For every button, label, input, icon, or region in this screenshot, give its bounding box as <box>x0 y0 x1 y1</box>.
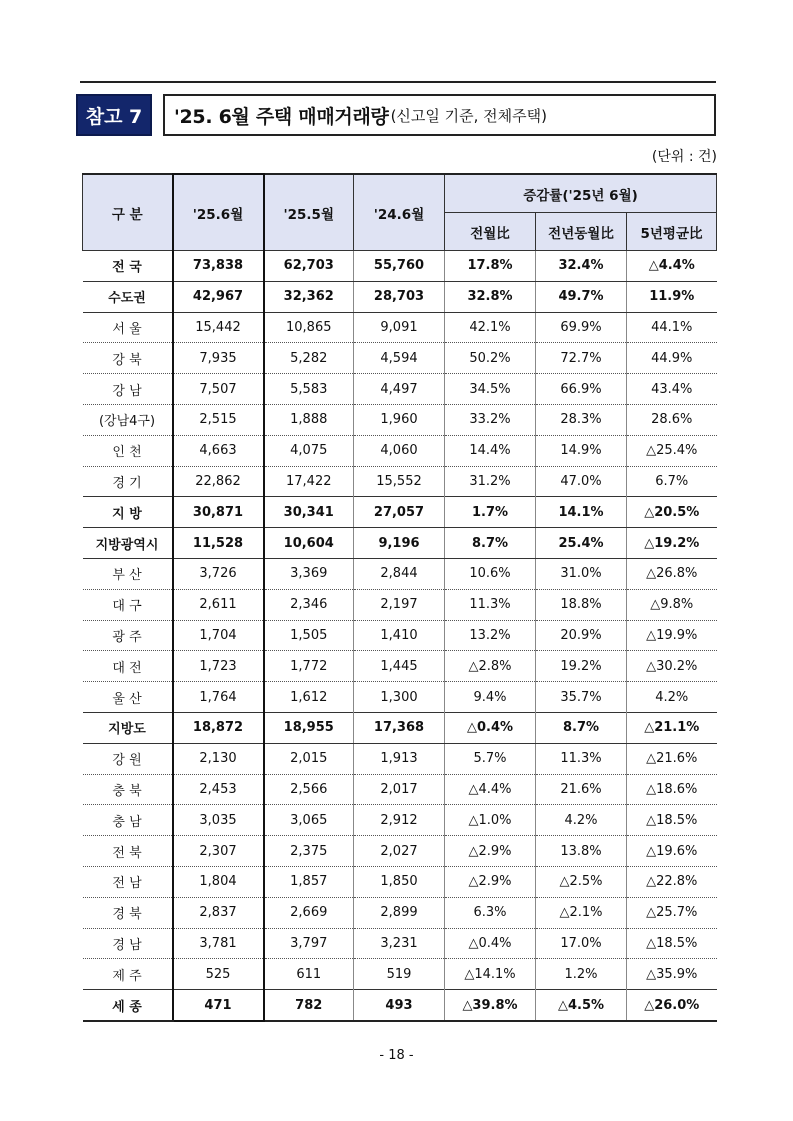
value-2025-06: 1,704 <box>173 620 264 651</box>
table-row <box>83 528 717 559</box>
yoy-rate: 11.3% <box>536 743 627 774</box>
table-row <box>83 466 717 497</box>
avg5-rate: △26.0% <box>627 990 717 1021</box>
region-cell: 대 구 <box>83 589 173 620</box>
avg5-rate: △21.1% <box>627 712 717 743</box>
value-2025-05: 2,346 <box>264 589 354 620</box>
avg5-rate: △19.2% <box>627 528 717 559</box>
region-cell: 지방도 <box>83 712 173 743</box>
value-2025-05: 1,772 <box>264 651 354 682</box>
value-2024-06: 2,197 <box>354 589 445 620</box>
value-2025-06: 2,515 <box>173 404 264 435</box>
mom-rate: 42.1% <box>445 312 536 343</box>
mom-rate: 13.2% <box>445 620 536 651</box>
yoy-rate: 19.2% <box>536 651 627 682</box>
page-number: - 18 - <box>379 1048 414 1063</box>
region-cell: 인 천 <box>83 435 173 466</box>
value-2025-06: 42,967 <box>173 281 264 312</box>
transaction-table <box>82 173 717 1022</box>
value-2025-06: 15,442 <box>173 312 264 343</box>
avg5-rate: 28.6% <box>627 404 717 435</box>
value-2024-06: 519 <box>354 959 445 990</box>
header-2024-06: '24.6월 <box>354 174 445 251</box>
header-yoy: 전년동월比 <box>536 213 627 251</box>
value-2025-05: 3,797 <box>264 928 354 959</box>
yoy-rate: 13.8% <box>536 836 627 867</box>
region-cell: 울 산 <box>83 682 173 713</box>
avg5-rate: △18.5% <box>627 928 717 959</box>
mom-rate: 11.3% <box>445 589 536 620</box>
value-2025-05: 10,604 <box>264 528 354 559</box>
mom-rate: 9.4% <box>445 682 536 713</box>
value-2025-05: 2,015 <box>264 743 354 774</box>
table-row <box>83 435 717 466</box>
yoy-rate: △2.5% <box>536 866 627 897</box>
value-2024-06: 2,912 <box>354 805 445 836</box>
page-title: '25. 6월 주택 매매거래량 <box>174 105 389 128</box>
table-row <box>83 343 717 374</box>
region-cell: 경 기 <box>83 466 173 497</box>
mom-rate: 5.7% <box>445 743 536 774</box>
table-row <box>83 990 717 1021</box>
avg5-rate: △25.7% <box>627 897 717 928</box>
yoy-rate: △4.5% <box>536 990 627 1021</box>
yoy-rate: 14.1% <box>536 497 627 528</box>
yoy-rate: 25.4% <box>536 528 627 559</box>
value-2024-06: 1,410 <box>354 620 445 651</box>
yoy-rate: 32.4% <box>536 251 627 282</box>
value-2024-06: 28,703 <box>354 281 445 312</box>
value-2024-06: 4,594 <box>354 343 445 374</box>
unit-note: (단위 : 건) <box>651 149 717 165</box>
avg5-rate: △4.4% <box>627 251 717 282</box>
region-cell: 제 주 <box>83 959 173 990</box>
value-2024-06: 15,552 <box>354 466 445 497</box>
yoy-rate: 49.7% <box>536 281 627 312</box>
value-2025-06: 11,528 <box>173 528 264 559</box>
value-2024-06: 55,760 <box>354 251 445 282</box>
value-2025-06: 30,871 <box>173 497 264 528</box>
value-2024-06: 1,960 <box>354 404 445 435</box>
mom-rate: △2.8% <box>445 651 536 682</box>
region-cell: 전 국 <box>83 251 173 282</box>
mom-rate: 8.7% <box>445 528 536 559</box>
mom-rate: 32.8% <box>445 281 536 312</box>
mom-rate: 50.2% <box>445 343 536 374</box>
mom-rate: 31.2% <box>445 466 536 497</box>
avg5-rate: △19.6% <box>627 836 717 867</box>
region-cell: 지 방 <box>83 497 173 528</box>
value-2025-05: 3,369 <box>264 558 354 589</box>
region-cell: 충 북 <box>83 774 173 805</box>
value-2025-05: 2,669 <box>264 897 354 928</box>
value-2024-06: 1,445 <box>354 651 445 682</box>
avg5-rate: 4.2% <box>627 682 717 713</box>
avg5-rate: △9.8% <box>627 589 717 620</box>
value-2024-06: 4,060 <box>354 435 445 466</box>
yoy-rate: 21.6% <box>536 774 627 805</box>
value-2025-05: 32,362 <box>264 281 354 312</box>
region-cell: 경 남 <box>83 928 173 959</box>
value-2025-05: 1,888 <box>264 404 354 435</box>
value-2025-06: 1,723 <box>173 651 264 682</box>
value-2025-06: 2,453 <box>173 774 264 805</box>
value-2025-05: 10,865 <box>264 312 354 343</box>
top-rule <box>80 81 716 83</box>
avg5-rate: 44.1% <box>627 312 717 343</box>
mom-rate: 17.8% <box>445 251 536 282</box>
value-2025-05: 4,075 <box>264 435 354 466</box>
value-2025-06: 1,804 <box>173 866 264 897</box>
header-change-rate-group: 증감률('25년 6월) <box>445 174 717 213</box>
table-row <box>83 404 717 435</box>
value-2025-06: 3,035 <box>173 805 264 836</box>
mom-rate: 6.3% <box>445 897 536 928</box>
table-row <box>83 312 717 343</box>
value-2025-05: 1,612 <box>264 682 354 713</box>
yoy-rate: △2.1% <box>536 897 627 928</box>
value-2025-05: 17,422 <box>264 466 354 497</box>
yoy-rate: 14.9% <box>536 435 627 466</box>
avg5-rate: △19.9% <box>627 620 717 651</box>
table-row <box>83 651 717 682</box>
table-row <box>83 620 717 651</box>
value-2025-06: 2,837 <box>173 897 264 928</box>
value-2024-06: 1,300 <box>354 682 445 713</box>
region-cell: 서 울 <box>83 312 173 343</box>
mom-rate: 14.4% <box>445 435 536 466</box>
mom-rate: 34.5% <box>445 374 536 405</box>
yoy-rate: 69.9% <box>536 312 627 343</box>
value-2025-06: 2,130 <box>173 743 264 774</box>
table-row <box>83 374 717 405</box>
table-row <box>83 774 717 805</box>
table-row <box>83 682 717 713</box>
value-2025-05: 2,375 <box>264 836 354 867</box>
table-row <box>83 897 717 928</box>
yoy-rate: 20.9% <box>536 620 627 651</box>
header-2025-06: '25.6월 <box>173 174 264 251</box>
value-2024-06: 3,231 <box>354 928 445 959</box>
value-2024-06: 9,196 <box>354 528 445 559</box>
value-2024-06: 4,497 <box>354 374 445 405</box>
value-2025-06: 2,611 <box>173 589 264 620</box>
table-row <box>83 589 717 620</box>
value-2025-05: 2,566 <box>264 774 354 805</box>
title-box <box>163 94 716 136</box>
table-row <box>83 251 717 282</box>
value-2025-06: 18,872 <box>173 712 264 743</box>
value-2025-06: 73,838 <box>173 251 264 282</box>
region-cell: 광 주 <box>83 620 173 651</box>
table-row <box>83 836 717 867</box>
avg5-rate: △20.5% <box>627 497 717 528</box>
value-2024-06: 1,850 <box>354 866 445 897</box>
value-2025-05: 62,703 <box>264 251 354 282</box>
value-2025-06: 4,663 <box>173 435 264 466</box>
value-2025-05: 30,341 <box>264 497 354 528</box>
avg5-rate: 44.9% <box>627 343 717 374</box>
value-2024-06: 2,017 <box>354 774 445 805</box>
region-cell: 강 원 <box>83 743 173 774</box>
yoy-rate: 1.2% <box>536 959 627 990</box>
value-2024-06: 2,844 <box>354 558 445 589</box>
avg5-rate: 43.4% <box>627 374 717 405</box>
value-2025-06: 471 <box>173 990 264 1021</box>
mom-rate: △14.1% <box>445 959 536 990</box>
yoy-rate: 28.3% <box>536 404 627 435</box>
region-cell: 경 북 <box>83 897 173 928</box>
mom-rate: △39.8% <box>445 990 536 1021</box>
table-row <box>83 558 717 589</box>
region-cell: 세 종 <box>83 990 173 1021</box>
value-2025-06: 2,307 <box>173 836 264 867</box>
table-row <box>83 743 717 774</box>
yoy-rate: 17.0% <box>536 928 627 959</box>
reference-tag: 참고 7 <box>76 94 152 136</box>
avg5-rate: △22.8% <box>627 866 717 897</box>
value-2025-05: 1,505 <box>264 620 354 651</box>
header-mom: 전월比 <box>445 213 536 251</box>
value-2025-06: 3,781 <box>173 928 264 959</box>
region-cell: 강 남 <box>83 374 173 405</box>
value-2025-06: 7,935 <box>173 343 264 374</box>
page-subtitle: (신고일 기준, 전체주택) <box>390 106 547 125</box>
region-cell: 강 북 <box>83 343 173 374</box>
table-row <box>83 866 717 897</box>
mom-rate: △2.9% <box>445 866 536 897</box>
header-2025-05: '25.5월 <box>264 174 354 251</box>
region-cell: 대 전 <box>83 651 173 682</box>
value-2025-05: 782 <box>264 990 354 1021</box>
value-2024-06: 17,368 <box>354 712 445 743</box>
table-row <box>83 497 717 528</box>
value-2025-05: 611 <box>264 959 354 990</box>
yoy-rate: 35.7% <box>536 682 627 713</box>
avg5-rate: △26.8% <box>627 558 717 589</box>
table-row <box>83 928 717 959</box>
table-row <box>83 805 717 836</box>
avg5-rate: 11.9% <box>627 281 717 312</box>
table-row <box>83 959 717 990</box>
value-2025-06: 22,862 <box>173 466 264 497</box>
mom-rate: 33.2% <box>445 404 536 435</box>
avg5-rate: △18.6% <box>627 774 717 805</box>
value-2025-06: 1,764 <box>173 682 264 713</box>
avg5-rate: △21.6% <box>627 743 717 774</box>
value-2025-05: 1,857 <box>264 866 354 897</box>
mom-rate: △0.4% <box>445 928 536 959</box>
value-2024-06: 27,057 <box>354 497 445 528</box>
header-5yr-avg: 5년평균比 <box>627 213 717 251</box>
yoy-rate: 66.9% <box>536 374 627 405</box>
value-2025-05: 5,583 <box>264 374 354 405</box>
table-row <box>83 281 717 312</box>
region-cell: 지방광역시 <box>83 528 173 559</box>
value-2024-06: 1,913 <box>354 743 445 774</box>
mom-rate: 10.6% <box>445 558 536 589</box>
value-2025-05: 18,955 <box>264 712 354 743</box>
avg5-rate: △35.9% <box>627 959 717 990</box>
avg5-rate: △30.2% <box>627 651 717 682</box>
region-cell: 전 남 <box>83 866 173 897</box>
value-2024-06: 493 <box>354 990 445 1021</box>
region-cell: 전 북 <box>83 836 173 867</box>
mom-rate: 1.7% <box>445 497 536 528</box>
header-region: 구 분 <box>83 174 173 251</box>
region-cell: 충 남 <box>83 805 173 836</box>
avg5-rate: △18.5% <box>627 805 717 836</box>
mom-rate: △1.0% <box>445 805 536 836</box>
avg5-rate: △25.4% <box>627 435 717 466</box>
value-2025-06: 525 <box>173 959 264 990</box>
value-2025-06: 3,726 <box>173 558 264 589</box>
yoy-rate: 47.0% <box>536 466 627 497</box>
table-row <box>83 712 717 743</box>
value-2024-06: 9,091 <box>354 312 445 343</box>
mom-rate: △4.4% <box>445 774 536 805</box>
yoy-rate: 72.7% <box>536 343 627 374</box>
region-cell: 수도권 <box>83 281 173 312</box>
avg5-rate: 6.7% <box>627 466 717 497</box>
value-2025-06: 7,507 <box>173 374 264 405</box>
value-2024-06: 2,899 <box>354 897 445 928</box>
yoy-rate: 18.8% <box>536 589 627 620</box>
yoy-rate: 8.7% <box>536 712 627 743</box>
value-2025-05: 3,065 <box>264 805 354 836</box>
region-cell: 부 산 <box>83 558 173 589</box>
yoy-rate: 31.0% <box>536 558 627 589</box>
region-cell: (강남4구) <box>83 404 173 435</box>
mom-rate: △0.4% <box>445 712 536 743</box>
yoy-rate: 4.2% <box>536 805 627 836</box>
value-2025-05: 5,282 <box>264 343 354 374</box>
value-2024-06: 2,027 <box>354 836 445 867</box>
mom-rate: △2.9% <box>445 836 536 867</box>
